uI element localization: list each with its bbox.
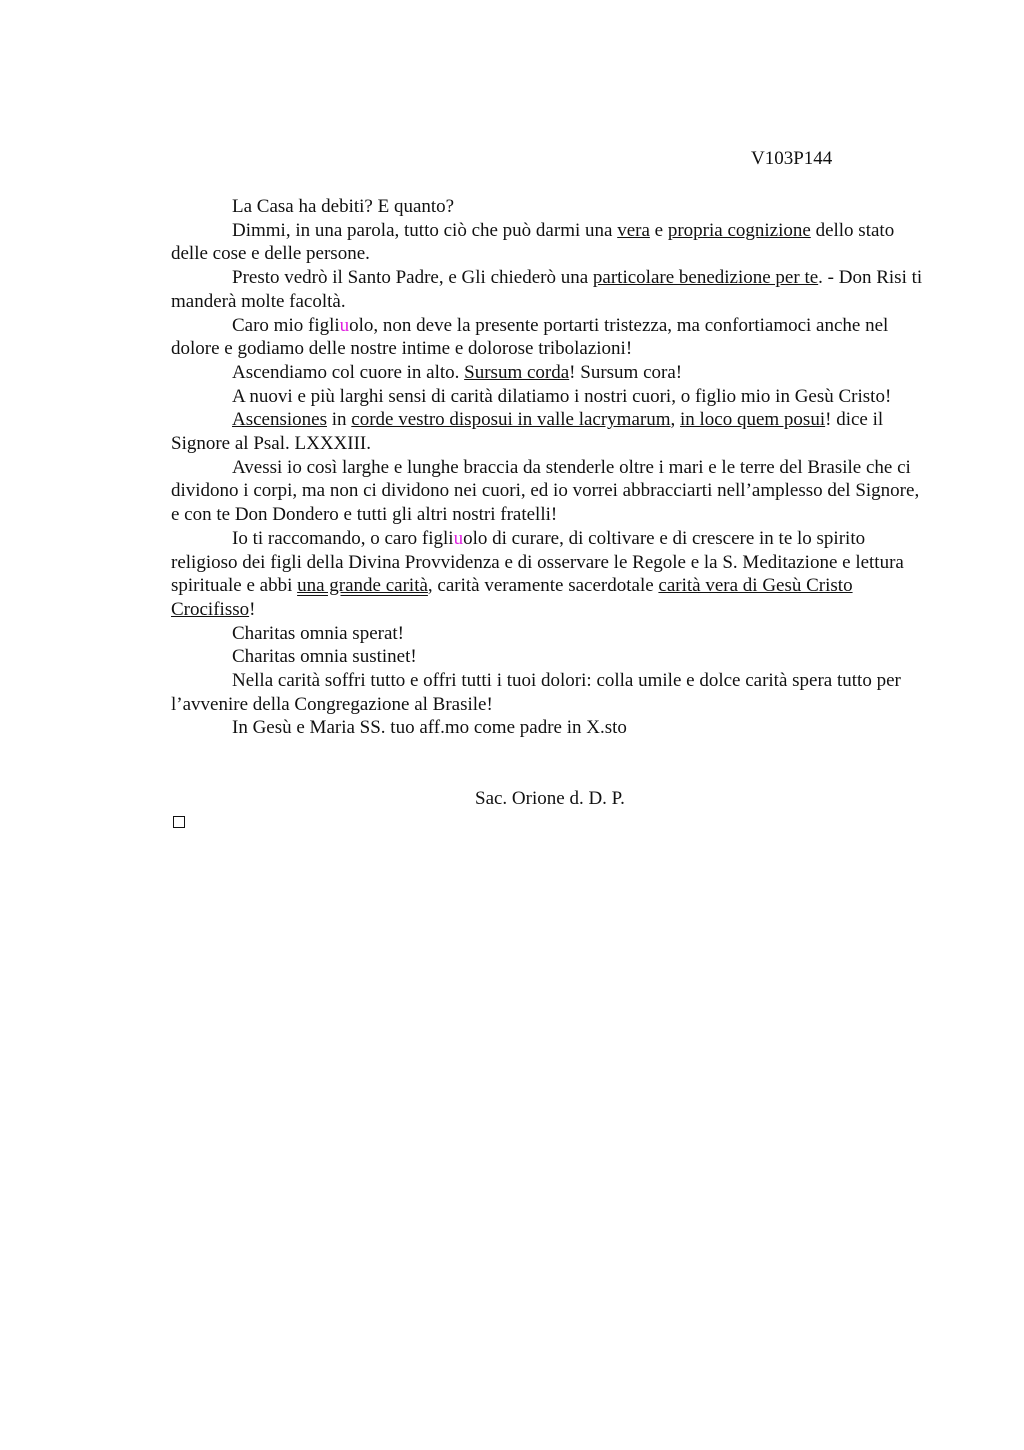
underlined-text: vera	[617, 219, 650, 241]
underlined-text: in loco quem posui	[679, 409, 826, 431]
underlined-text: Sursum corda	[464, 361, 570, 383]
paragraph-7: Ascensiones in corde vestro disposui in valle lacrymarum, in loco quem posui! dice il Signore al Psal. LXXXIII.	[171, 409, 884, 455]
highlighted-letter: u	[453, 527, 464, 549]
paragraph-12: Nella carità soffri tutto e offri tutti i tuoi dolori: colla umile e dolce carità spera tutto per l’avvenire della Congregazione al Brasile!	[171, 670, 901, 715]
paragraph-10: Charitas omnia sperat!	[232, 622, 405, 644]
paragraph-6: A nuovi e più larghi sensi di carità dilatiamo i nostri cuori, o figlio mio in Gesù Cristo!	[232, 385, 892, 407]
paragraph-11: Charitas omnia sustinet!	[232, 646, 417, 668]
page-id: V103P144	[751, 148, 833, 169]
paragraph-4: Caro mio figliuolo, non deve la presente portarti tristezza, ma confortiamoci anche nel dolore e godiamo delle nostre intime e dolorose tribolazioni!	[171, 314, 889, 360]
square-box-icon	[173, 816, 185, 828]
highlighted-letter: u	[339, 314, 350, 336]
letter-body	[171, 195, 931, 740]
paragraph-5: Ascendiamo col cuore in alto. Sursum corda! Sursum cora!	[232, 361, 683, 383]
paragraph-9: Io ti raccomando, o caro figliuolo di curare, di coltivare e di crescere in te lo spirito religioso dei figli della Divina Provvidenza e di osservare le Regole e la S. Meditazione e lettura spirituale e abbi una grande carità, carità veramente sacerdotale carità vera di Gesù Cristo Crocifisso!	[171, 527, 904, 620]
underlined-text: particolare benedizione per te	[592, 267, 819, 289]
signature: Sac. Orione d. D. P.	[475, 788, 625, 809]
double-underlined-text: una grande carità	[297, 575, 428, 597]
paragraph-2: Dimmi, in una parola, tutto ciò che può darmi una vera e propria cognizione dello stato delle cose e delle persone.	[171, 219, 895, 265]
paragraph-13: In Gesù e Maria SS. tuo aff.mo come padre in X.sto	[232, 717, 627, 739]
paragraph-8: Avessi io così larghe e lunghe braccia da stenderle oltre i mari e le terre del Brasile che ci dividono i corpi, ma non ci dividono nei cuori, ed io vorrei abbracciarti nell’amplesso del Signore, e con te Don Dondero e tutti gli altri nostri fratelli!	[171, 456, 920, 526]
underlined-text: propria cognizione	[667, 219, 811, 241]
underlined-text: carità vera di Gesù Cristo Crocifisso	[171, 575, 853, 620]
paragraph-3: Presto vedrò il Santo Padre, e Gli chiederò una particolare benedizione per te. - Don Risi ti manderà molte facoltà.	[171, 267, 923, 312]
paragraph-1: La Casa ha debiti? E quanto?	[232, 196, 455, 217]
underlined-text: corde vestro disposui in valle lacrymarum	[351, 409, 671, 431]
underlined-text: Ascensiones	[232, 409, 327, 431]
